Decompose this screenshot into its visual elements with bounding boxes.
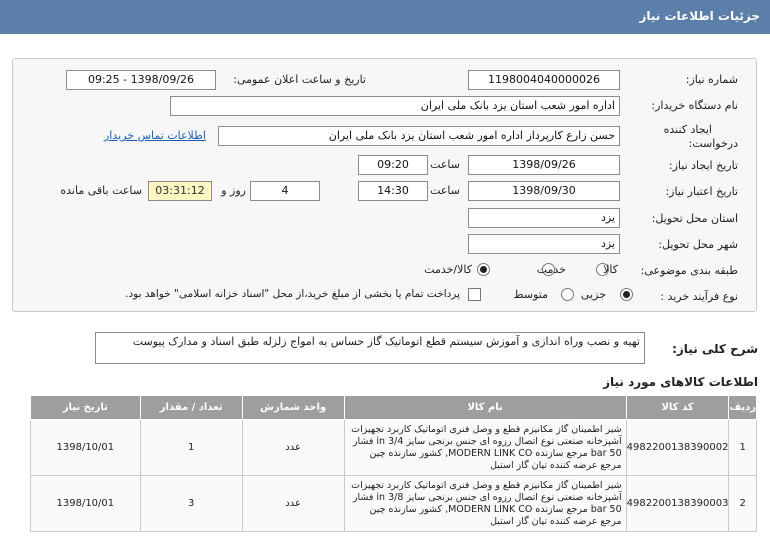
valid-time-label: ساعت — [430, 184, 460, 197]
items-table — [30, 395, 757, 532]
row-number: 2 — [729, 476, 757, 532]
category-service-text: خدمت — [536, 263, 566, 276]
days-remaining-field: 4 — [250, 181, 320, 201]
announce-datetime-label: تاریخ و ساعت اعلان عمومی: — [233, 73, 366, 86]
header-unit: واحد شمارش — [242, 396, 344, 420]
process-minor-radio[interactable] — [620, 288, 633, 301]
page-title: جزئیات اطلاعات نیاز — [639, 9, 760, 23]
need-number-field: 1198004040000026 — [468, 70, 620, 90]
header-item-name: نام کالا — [344, 396, 626, 420]
item-need-date: 1398/10/01 — [31, 420, 141, 476]
create-date-label: تاریخ ایجاد نیاز: — [668, 159, 738, 172]
item-quantity: 1 — [140, 420, 242, 476]
process-medium-radio[interactable] — [561, 288, 574, 301]
province-label: استان محل تحویل: — [651, 212, 738, 225]
valid-time-field: 14:30 — [358, 181, 428, 201]
process-type-label: نوع فرآیند خرید : — [660, 290, 738, 303]
buyer-label: نام دستگاه خریدار: — [651, 99, 738, 112]
buyer-field: اداره امور شعب استان یزد بانک ملی ایران — [170, 96, 620, 116]
items-section-title: اطلاعات کالاهای مورد نیاز — [603, 375, 758, 389]
description-field: تهیه و نصب وراه اندازی و آموزش سیستم قطع اتوماتیک گاز حساس به امواج زلزله طبق اسناد و مدارک پیوست — [95, 332, 645, 364]
item-name: شیر اطمینان گاز مکانیزم قطع و وصل فنری اتوماتیک کاربرد تجهیزات آشپزخانه صنعتی نوع اتصال رزوه ای جنس برنجی سایز 3/8 in فشار 50 bar مرجع سازنده MODERN LINK CO, کشور سازنده چین مرجع عرضه کننده تیان گاز استیل — [344, 476, 626, 532]
page-title-bar — [0, 0, 770, 34]
items-table-header-row — [31, 396, 757, 420]
item-unit: عدد — [242, 420, 344, 476]
header-need-date: تاریخ نیاز — [31, 396, 141, 420]
days-label: روز و — [221, 184, 246, 197]
creator-label-line1: ایجاد کننده — [663, 123, 712, 136]
row-number: 1 — [729, 420, 757, 476]
treasury-text: پرداخت تمام یا بخشی از مبلغ خرید،از محل "اسناد خزانه اسلامی" خواهد بود. — [125, 288, 460, 300]
process-minor-text: جزیی — [580, 288, 606, 301]
hours-remaining-field: 03:31:12 — [148, 181, 212, 201]
create-time-label: ساعت — [430, 158, 460, 171]
hours-remaining-label: ساعت باقی مانده — [60, 184, 142, 197]
creator-field: حسن زارع کارپرداز اداره امور شعب استان یزد بانک ملی ایران — [218, 126, 620, 146]
item-need-date: 1398/10/01 — [31, 476, 141, 532]
item-code: 4982200138390003 — [626, 476, 729, 532]
city-field: یزد — [468, 234, 620, 254]
item-code: 4982200138390002 — [626, 420, 729, 476]
category-goods-text: کالا — [603, 263, 618, 276]
announce-datetime-field: 1398/09/26 - 09:25 — [66, 70, 216, 90]
create-time-field: 09:20 — [358, 155, 428, 175]
need-number-label: شماره نیاز: — [685, 73, 738, 86]
valid-date-field: 1398/09/30 — [468, 181, 620, 201]
item-name: شیر اطمینان گاز مکانیزم قطع و وصل فنری اتوماتیک کاربرد تجهیزات آشپزخانه صنعتی نوع اتصال رزوه ای جنس برنجی سایز 3/4 in فشار 50 bar مرجع سازنده MODERN LINK CO, کشور سازنده چین مرجع عرضه کننده تیان گاز استیل — [344, 420, 626, 476]
description-label: شرح کلی نیاز: — [672, 342, 758, 356]
category-goods-service-text: کالا/خدمت — [424, 263, 472, 276]
city-label: شهر محل تحویل: — [658, 238, 738, 251]
province-field: یزد — [468, 208, 620, 228]
table-row — [31, 420, 757, 476]
treasury-checkbox[interactable] — [468, 288, 481, 301]
buyer-contact-link[interactable]: اطلاعات تماس خریدار — [104, 129, 206, 142]
process-medium-text: متوسط — [513, 288, 548, 301]
creator-label-line2: درخواست: — [688, 137, 738, 150]
item-unit: عدد — [242, 476, 344, 532]
create-date-field: 1398/09/26 — [468, 155, 620, 175]
header-quantity: تعداد / مقدار — [140, 396, 242, 420]
header-item-code: کد کالا — [626, 396, 729, 420]
header-row-number: ردیف — [729, 396, 757, 420]
category-goods-service-radio[interactable] — [477, 263, 490, 276]
category-label: طبقه بندی موضوعی: — [640, 264, 738, 277]
table-row — [31, 476, 757, 532]
item-quantity: 3 — [140, 476, 242, 532]
valid-date-label: تاریخ اعتبار نیاز: — [665, 185, 738, 198]
